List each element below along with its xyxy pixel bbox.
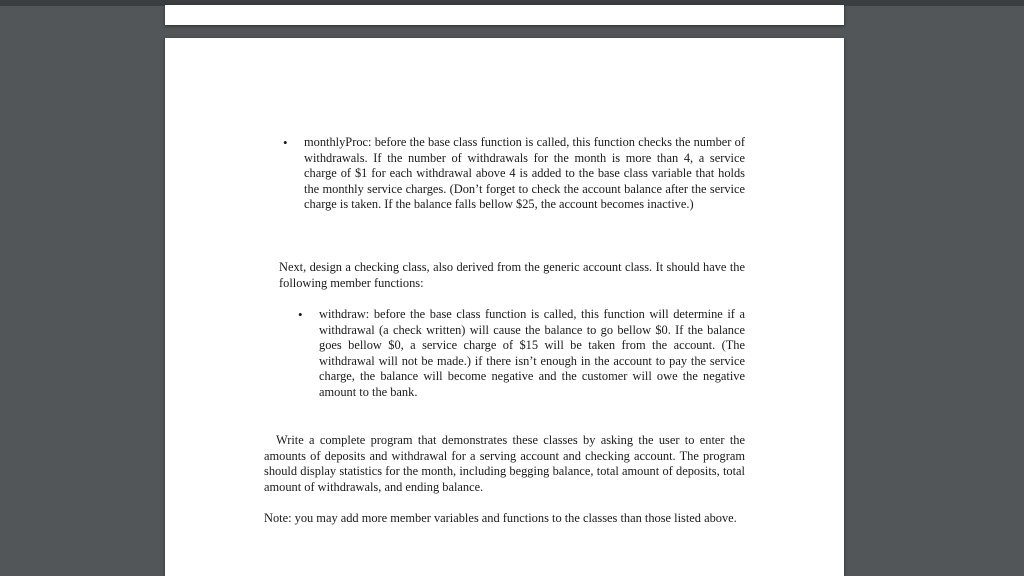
note-paragraph: Note: you may add more member variables and functions to the classes than those listed above. xyxy=(264,511,737,525)
checking-class-intro: Next, design a checking class, also derived from the generic account class. It should have the following member functions: xyxy=(279,260,745,290)
document-page xyxy=(165,38,844,576)
program-paragraph: Write a complete program that demonstrates these classes by asking the user to enter the amounts of deposits and withdrawal for a serving account and checking account. The program should display statistics for the month, including begging balance, total amount of deposits, total amount of withdrawals, and ending balance. xyxy=(264,433,745,494)
monthly-proc-item: monthlyProc: before the base class function is called, this function checks the number of withdrawals. If the number of withdrawals for the month is more than 4, a service charge of $1 for each withdrawal above 4 is added to the base class variable that holds the monthly service charges. (Don’t forget to check the account balance after the service charge is taken. If the balance falls bellow $25, the account becomes inactive.) xyxy=(304,135,745,211)
bullet-icon: • xyxy=(298,307,303,322)
withdraw-item: withdraw: before the base class function is called, this function will determine if a withdrawal (a check written) will cause the balance to go bellow $0. If the balance goes bellow $0, a service charge of $15 will be taken from the account. (The withdrawal will not be made.) if there isn’t enough in the account to pay the service charge, the balance will become negative and the customer will owe the negative amount to the bank. xyxy=(319,307,745,399)
previous-page[interactable] xyxy=(165,5,844,25)
bullet-icon: • xyxy=(283,135,288,150)
